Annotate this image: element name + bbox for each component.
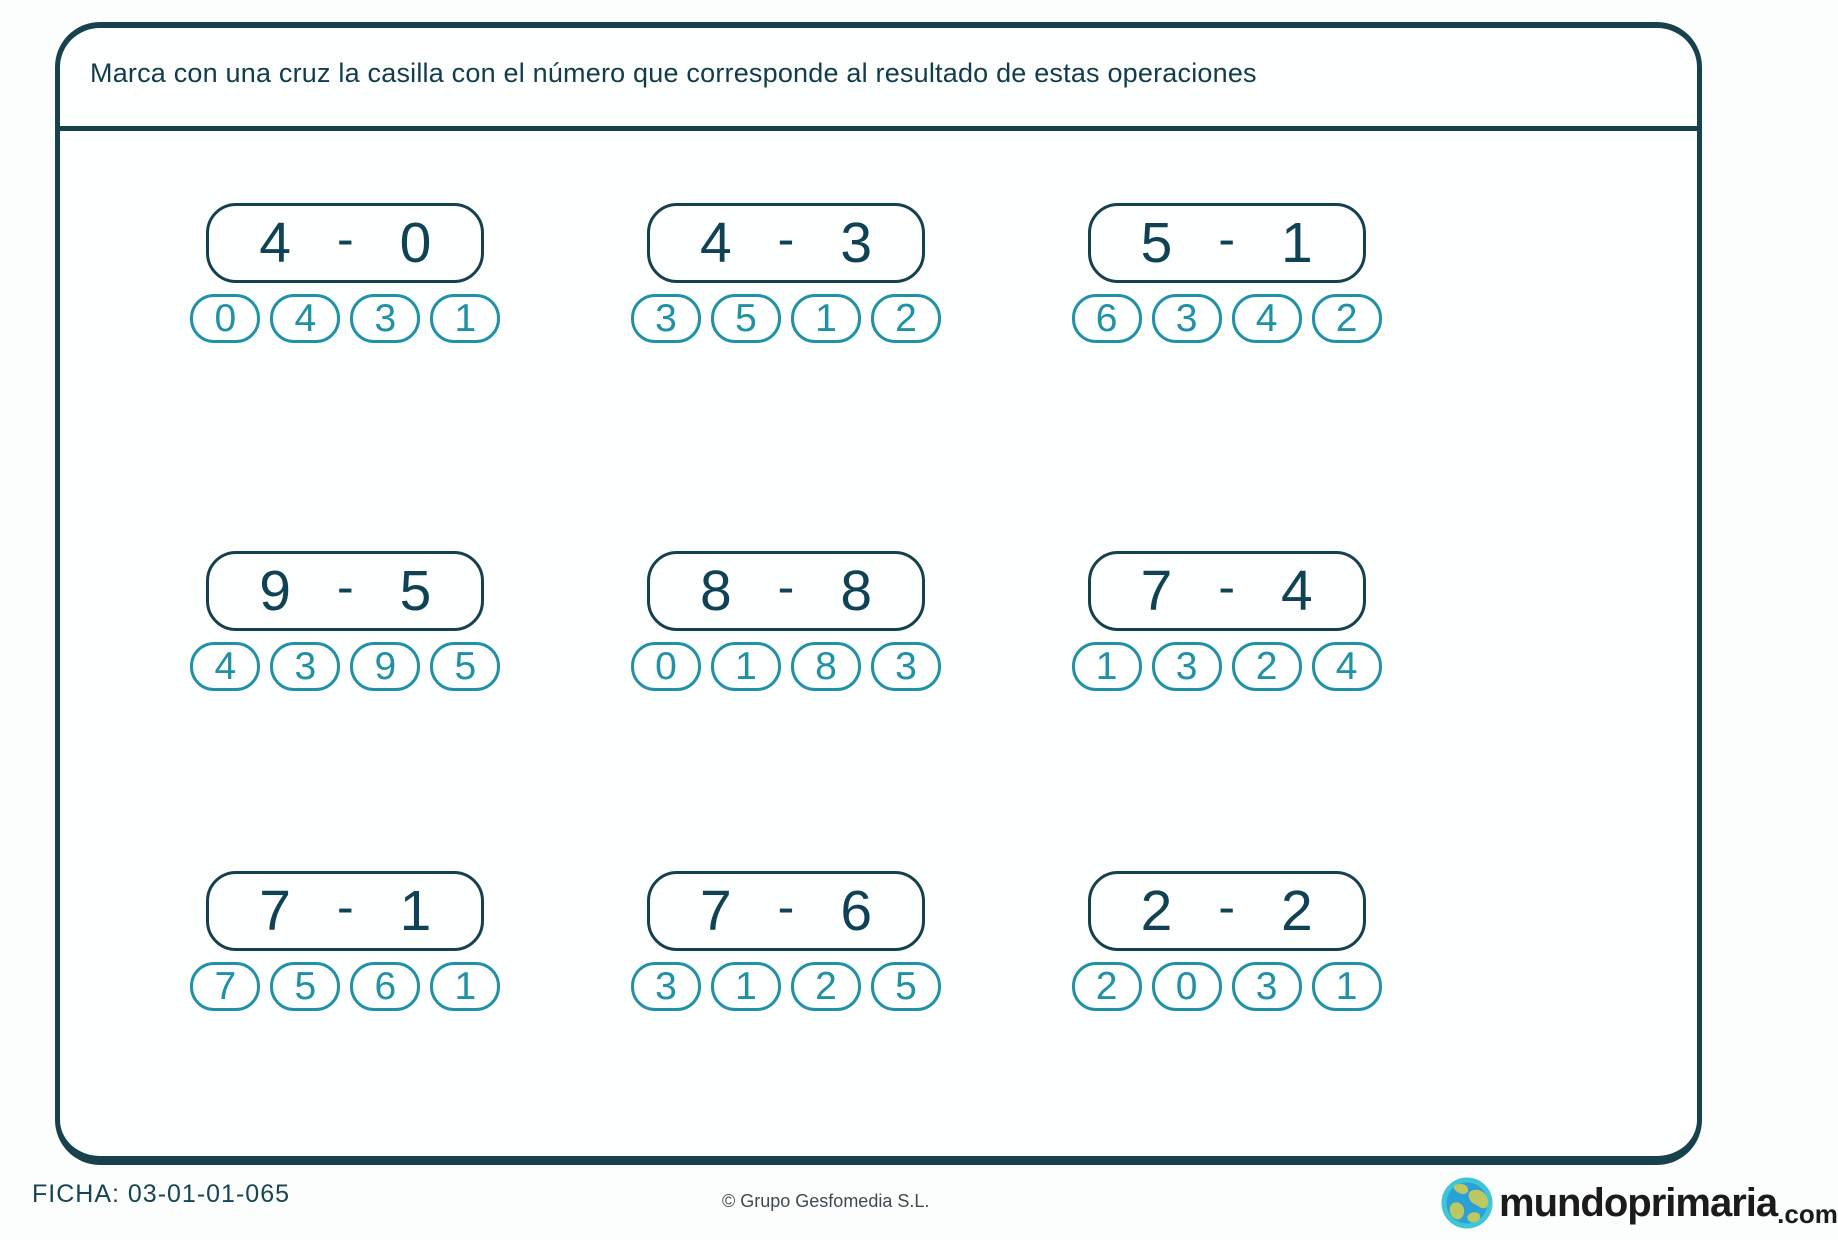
answer-option-label: 1	[735, 965, 757, 1008]
operation-minuend: 7	[699, 878, 732, 943]
options-row	[1072, 962, 1382, 1011]
answer-option[interactable]	[631, 642, 701, 691]
answer-option-label: 3	[1255, 965, 1278, 1008]
problem-cell-4	[125, 551, 566, 871]
answer-option[interactable]	[350, 962, 420, 1011]
operation-minuend: 2	[1140, 878, 1173, 943]
operation-box	[206, 203, 484, 283]
answer-option[interactable]	[1152, 962, 1222, 1011]
operation-subtrahend: 5	[399, 558, 432, 623]
operation-subtrahend: 2	[1280, 878, 1313, 943]
options-row	[631, 642, 941, 691]
answer-option[interactable]	[270, 962, 340, 1011]
answer-option-label: 0	[655, 645, 677, 688]
answer-option[interactable]	[190, 962, 260, 1011]
answer-option[interactable]	[270, 642, 340, 691]
answer-option-label: 1	[815, 297, 837, 340]
answer-option[interactable]	[631, 294, 701, 343]
operation-box	[206, 551, 484, 631]
answer-option[interactable]	[1072, 294, 1142, 343]
operation-minuend: 4	[699, 210, 732, 275]
answer-option-label: 8	[815, 645, 837, 688]
answer-option-label: 1	[1335, 965, 1358, 1008]
answer-option-label: 3	[655, 965, 677, 1008]
problem-cell-3	[1006, 203, 1447, 551]
answer-option-label: 3	[655, 297, 677, 340]
operation-minuend: 9	[259, 558, 291, 623]
minus-sign: -	[777, 559, 795, 615]
answer-option-label: 2	[1095, 965, 1118, 1008]
minus-sign: -	[1218, 559, 1235, 615]
answer-option-label: 4	[1255, 297, 1278, 340]
answer-option[interactable]	[1312, 642, 1382, 691]
answer-option-label: 5	[454, 645, 477, 688]
answer-option-label: 3	[294, 645, 317, 688]
minus-sign: -	[1218, 879, 1235, 935]
operation-box	[1088, 203, 1366, 283]
answer-option[interactable]	[350, 642, 420, 691]
problem-cell-6	[1006, 551, 1447, 871]
options-row	[190, 642, 500, 691]
instruction-text: Marca con una cruz la casilla con el número que corresponde al resultado de estas operaciones	[90, 57, 1257, 88]
operation-minuend: 8	[699, 558, 732, 623]
problem-cell-5	[566, 551, 1007, 871]
answer-option-label: 2	[1335, 297, 1358, 340]
minus-sign: -	[337, 211, 354, 267]
problem-cell-1	[125, 203, 566, 551]
answer-option-label: 4	[294, 297, 317, 340]
copyright-text: © Grupo Gesfomedia S.L.	[722, 1191, 930, 1211]
answer-option-label: 4	[1335, 645, 1358, 688]
answer-option[interactable]	[791, 642, 861, 691]
logo-text: mundoprimaria	[1499, 1181, 1778, 1225]
options-row	[190, 962, 500, 1011]
operation-minuend: 7	[259, 878, 291, 943]
answer-option[interactable]	[871, 642, 941, 691]
answer-option-label: 3	[374, 297, 397, 340]
options-row	[190, 294, 500, 343]
operation-box	[1088, 551, 1366, 631]
answer-option-label: 6	[1095, 297, 1118, 340]
answer-option[interactable]	[711, 642, 781, 691]
answer-option[interactable]	[350, 294, 420, 343]
problem-cell-9	[1006, 871, 1447, 1011]
answer-option-label: 1	[454, 965, 477, 1008]
operation-subtrahend: 1	[1280, 210, 1313, 275]
worksheet-frame	[55, 22, 1702, 1165]
mundoprimaria-logo[interactable]	[1441, 1177, 1838, 1229]
answer-option[interactable]	[190, 642, 260, 691]
operation-box	[647, 203, 925, 283]
answer-option[interactable]	[791, 294, 861, 343]
answer-option[interactable]	[791, 962, 861, 1011]
ficha-code: FICHA: 03-01-01-065	[32, 1180, 291, 1208]
operation-subtrahend: 4	[1280, 558, 1313, 623]
answer-option-label: 3	[895, 645, 917, 688]
answer-option[interactable]	[631, 962, 701, 1011]
operation-subtrahend: 6	[840, 878, 873, 943]
answer-option[interactable]	[430, 294, 500, 343]
answer-option-label: 5	[895, 965, 917, 1008]
answer-option-label: 5	[735, 297, 757, 340]
answer-option-label: 1	[1095, 645, 1118, 688]
operation-box	[1088, 871, 1366, 951]
globe-icon	[1441, 1177, 1493, 1229]
answer-option-label: 1	[735, 645, 757, 688]
answer-option[interactable]	[190, 294, 260, 343]
instruction-box	[60, 28, 1697, 131]
answer-option-label: 2	[815, 965, 837, 1008]
problem-cell-7	[125, 871, 566, 1011]
operation-subtrahend: 0	[399, 210, 432, 275]
operation-subtrahend: 1	[399, 878, 432, 943]
options-row	[631, 962, 941, 1011]
answer-option[interactable]	[711, 962, 781, 1011]
answer-option-label: 0	[214, 297, 237, 340]
answer-option[interactable]	[270, 294, 340, 343]
options-row	[1072, 294, 1382, 343]
answer-option[interactable]	[430, 962, 500, 1011]
answer-option[interactable]	[1312, 962, 1382, 1011]
answer-option-label: 2	[895, 297, 917, 340]
answer-option-label: 2	[1255, 645, 1278, 688]
answer-option-label: 1	[454, 297, 477, 340]
options-row	[631, 294, 941, 343]
problem-cell-2	[566, 203, 1007, 551]
minus-sign: -	[777, 211, 795, 267]
answer-option-label: 5	[294, 965, 317, 1008]
operation-minuend: 5	[1140, 210, 1173, 275]
answer-option-label: 3	[1175, 645, 1198, 688]
minus-sign: -	[1218, 211, 1235, 267]
answer-option-label: 9	[374, 645, 397, 688]
answer-option-label: 4	[214, 645, 237, 688]
answer-option-label: 3	[1175, 297, 1198, 340]
operation-box	[647, 871, 925, 951]
answer-option[interactable]	[1072, 962, 1142, 1011]
operation-minuend: 7	[1140, 558, 1173, 623]
answer-option[interactable]	[1152, 294, 1222, 343]
operation-subtrahend: 3	[840, 210, 873, 275]
operation-subtrahend: 8	[840, 558, 873, 623]
minus-sign: -	[337, 559, 354, 615]
answer-option[interactable]	[1312, 294, 1382, 343]
answer-option[interactable]	[1232, 962, 1302, 1011]
operation-minuend: 4	[259, 210, 291, 275]
logo-suffix: .com	[1777, 1199, 1838, 1229]
answer-option-label: 7	[214, 965, 237, 1008]
problem-cell-8	[566, 871, 1007, 1011]
answer-option[interactable]	[1072, 642, 1142, 691]
operation-box	[206, 871, 484, 951]
answer-option[interactable]	[871, 962, 941, 1011]
answer-option[interactable]	[1232, 294, 1302, 343]
answer-option[interactable]	[711, 294, 781, 343]
answer-option[interactable]	[1152, 642, 1222, 691]
minus-sign: -	[777, 879, 795, 935]
answer-option[interactable]	[871, 294, 941, 343]
problems-grid	[60, 131, 1697, 1011]
options-row	[1072, 642, 1382, 691]
minus-sign: -	[337, 879, 354, 935]
answer-option[interactable]	[430, 642, 500, 691]
answer-option-label: 6	[374, 965, 397, 1008]
answer-option[interactable]	[1232, 642, 1302, 691]
answer-option-label: 0	[1175, 965, 1198, 1008]
operation-box	[647, 551, 925, 631]
